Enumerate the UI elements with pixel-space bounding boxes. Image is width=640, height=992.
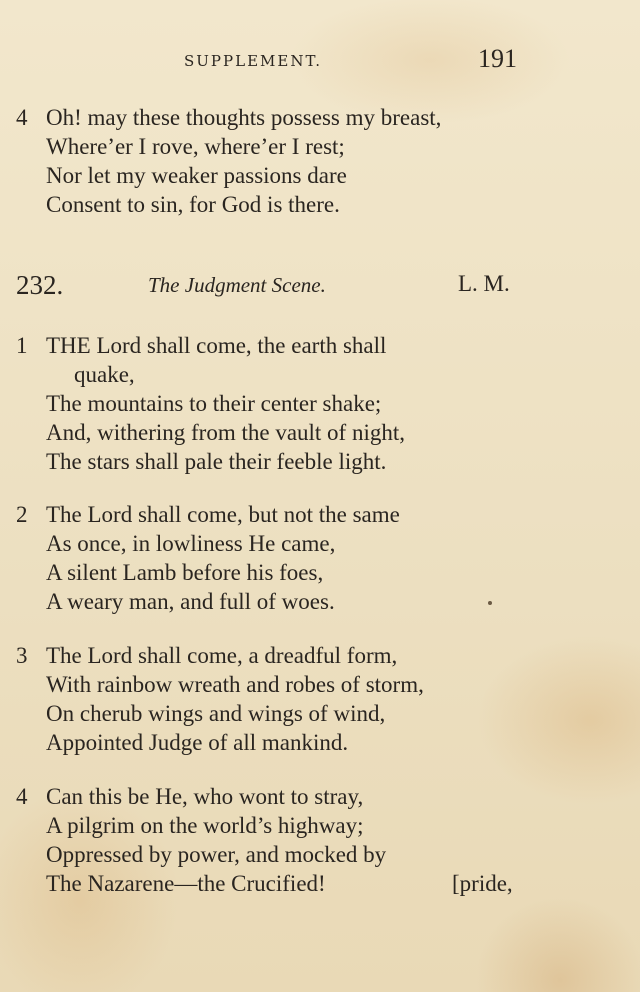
verse-line xyxy=(0,447,640,476)
verse-line xyxy=(0,132,640,161)
page-number: 191 xyxy=(478,44,517,73)
verse-line xyxy=(0,782,640,811)
verse-text: A silent Lamb before his foes, xyxy=(46,560,324,585)
verse-text: Consent to sin, for God is there. xyxy=(46,192,340,217)
verse-line xyxy=(0,641,640,670)
verse-line xyxy=(0,728,640,757)
verse-text: A weary man, and full of woes. xyxy=(46,589,335,614)
verse-line xyxy=(0,529,640,558)
verse-text: Where’er I rove, where’er I rest; xyxy=(46,134,345,159)
verse-text: quake, xyxy=(74,362,135,387)
verse-line xyxy=(0,331,640,360)
stanza-1 xyxy=(0,331,640,476)
verse-text: The Lord shall come, a dreadful form, xyxy=(46,643,398,668)
verse-line xyxy=(0,418,640,447)
verse-line xyxy=(0,558,640,587)
stanza-3 xyxy=(0,641,640,757)
verse-line xyxy=(0,811,640,840)
verse-text: Nor let my weaker passions dare xyxy=(46,163,347,188)
stanza-number: 4 xyxy=(16,784,28,809)
stanza-2 xyxy=(0,500,640,616)
stanza-number: 2 xyxy=(16,502,28,527)
verse-text: The mountains to their center shake; xyxy=(46,391,382,416)
verse-line xyxy=(0,587,640,616)
stanza-4 xyxy=(0,782,640,898)
verse-line xyxy=(0,869,640,898)
verse-text: The Nazarene—the Crucified! xyxy=(46,871,326,896)
verse-text: The stars shall pale their feeble light. xyxy=(46,449,387,474)
previous-stanza xyxy=(0,103,640,219)
hymn-number: 232. xyxy=(16,270,64,300)
verse-text: And, withering from the vault of night, xyxy=(46,420,405,445)
hymn-heading xyxy=(0,270,640,306)
stanza-number: 4 xyxy=(16,105,28,130)
verse-text: THE Lord shall come, the earth shall xyxy=(46,333,387,358)
verse-line xyxy=(0,103,640,132)
verse-line xyxy=(0,190,640,219)
verse-line xyxy=(0,389,640,418)
verse-text: The Lord shall come, but not the same xyxy=(46,502,400,527)
verse-line xyxy=(0,360,640,389)
ink-speck xyxy=(488,601,492,605)
verse-text: Appointed Judge of all mankind. xyxy=(46,730,349,755)
stanza-number: 3 xyxy=(16,643,28,668)
verse-line xyxy=(0,699,640,728)
verse-line xyxy=(0,161,640,190)
running-title: SUPPLEMENT. xyxy=(184,52,323,70)
running-head xyxy=(0,44,640,74)
verse-line xyxy=(0,500,640,529)
stanza-number: 1 xyxy=(16,333,28,358)
verse-line xyxy=(0,670,640,699)
verse-text: On cherub wings and wings of wind, xyxy=(46,701,386,726)
hymn-title: The Judgment Scene. xyxy=(148,273,326,297)
verse-text: Oh! may these thoughts possess my breast, xyxy=(46,105,442,130)
verse-text: A pilgrim on the world’s highway; xyxy=(46,813,364,838)
hymn-meter: L. M. xyxy=(458,271,510,296)
verse-line xyxy=(0,840,640,869)
verse-text: Can this be He, who wont to stray, xyxy=(46,784,364,809)
turnover-word: [pride, xyxy=(452,871,513,896)
verse-text: With rainbow wreath and robes of storm, xyxy=(46,672,424,697)
verse-text: As once, in lowliness He came, xyxy=(46,531,336,556)
verse-text: Oppressed by power, and mocked by xyxy=(46,842,387,867)
